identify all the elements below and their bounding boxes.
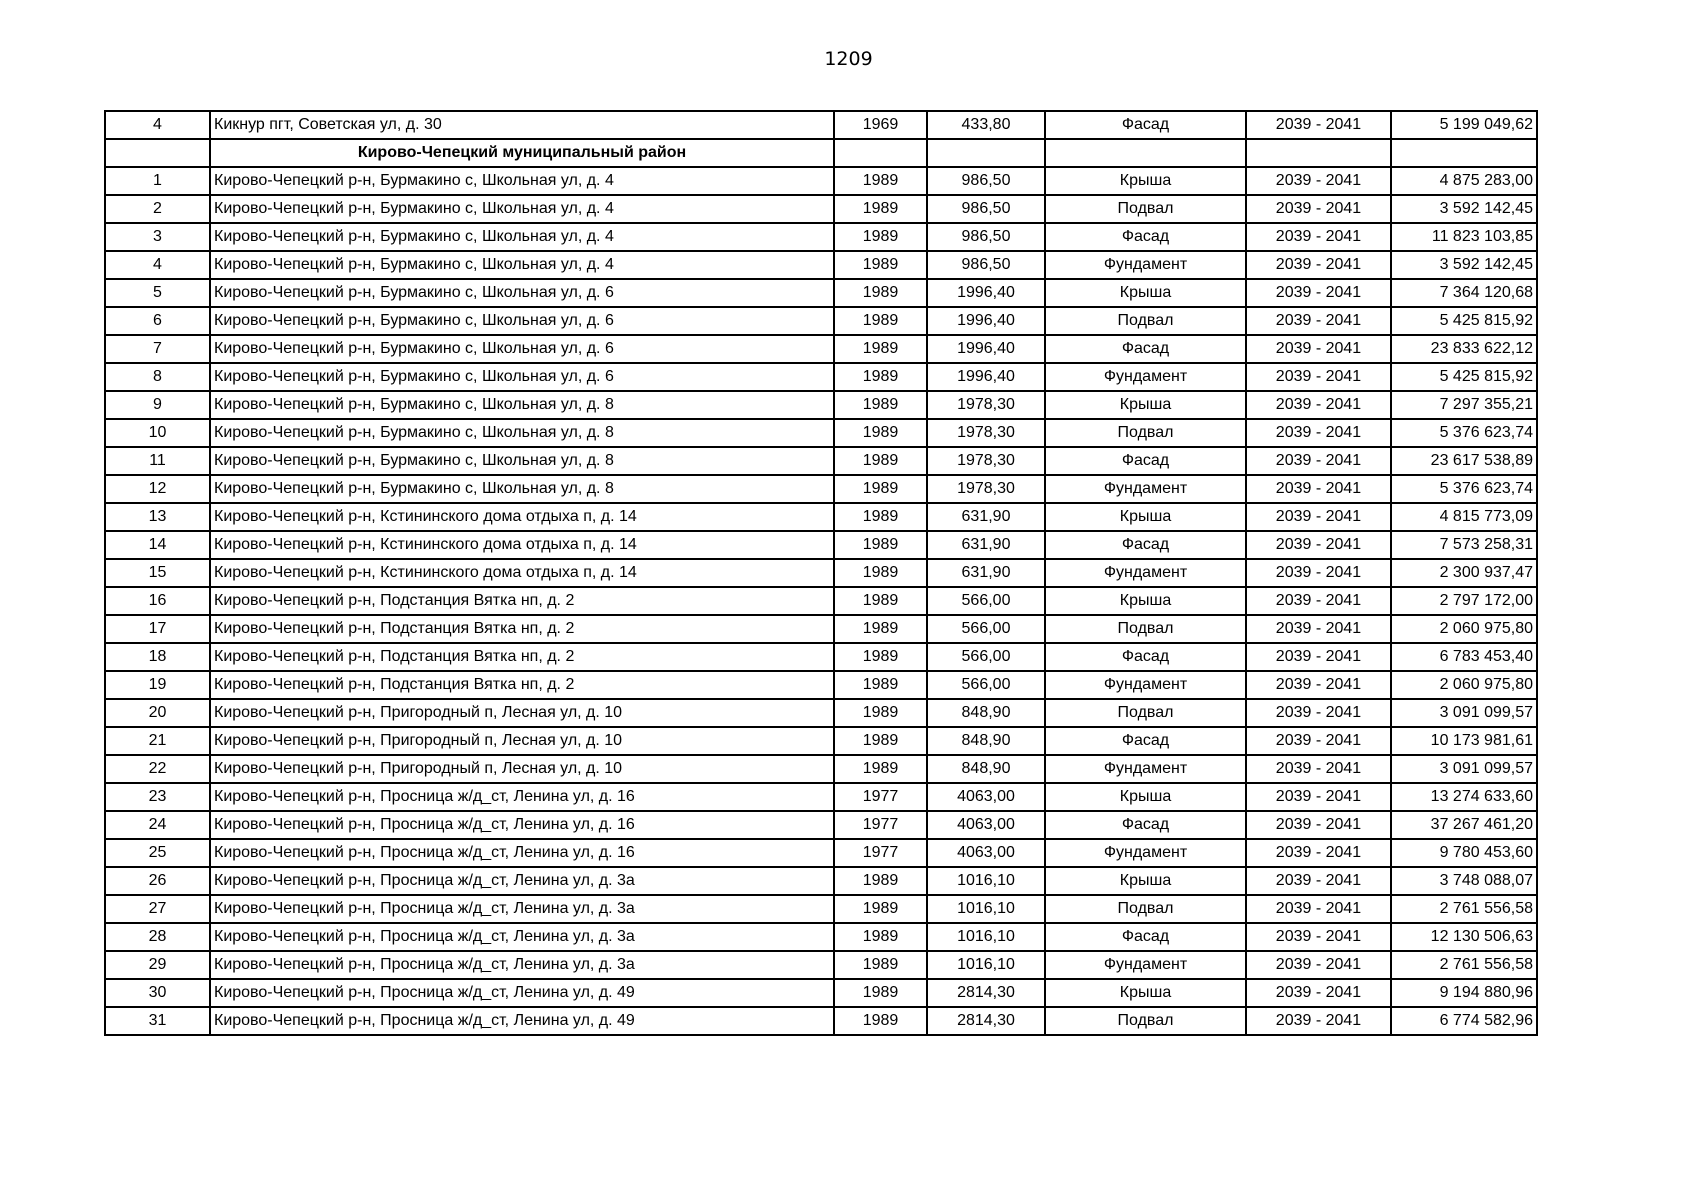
build-year-cell: 1989 [834, 447, 927, 475]
build-year-cell: 1989 [834, 1007, 927, 1035]
area-cell: 1996,40 [927, 363, 1045, 391]
address-cell: Кирово-Чепецкий р-н, Пригородный п, Лесная ул, д. 10 [210, 755, 834, 783]
work-type-cell: Подвал [1045, 895, 1246, 923]
build-year-cell: 1989 [834, 699, 927, 727]
build-year-cell: 1989 [834, 167, 927, 195]
cost-cell: 3 091 099,57 [1391, 755, 1537, 783]
table-row [105, 839, 1537, 867]
table-row [105, 643, 1537, 671]
build-year-cell: 1989 [834, 475, 927, 503]
table-row [105, 167, 1537, 195]
area-cell: 848,90 [927, 755, 1045, 783]
table-row [105, 923, 1537, 951]
repair-schedule-table [104, 110, 1538, 1036]
area-cell: 848,90 [927, 699, 1045, 727]
repair-period-cell: 2039 - 2041 [1246, 727, 1391, 755]
repair-period-cell: 2039 - 2041 [1246, 839, 1391, 867]
table-row [105, 111, 1537, 139]
address-cell: Кирово-Чепецкий р-н, Кстининского дома отдыха п, д. 14 [210, 531, 834, 559]
area-cell: 848,90 [927, 727, 1045, 755]
work-type-cell: Подвал [1045, 615, 1246, 643]
table-row [105, 391, 1537, 419]
address-cell: Кирово-Чепецкий р-н, Подстанция Вятка нп, д. 2 [210, 643, 834, 671]
cost-cell: 2 797 172,00 [1391, 587, 1537, 615]
build-year-cell: 1989 [834, 307, 927, 335]
work-type-cell: Фундамент [1045, 839, 1246, 867]
cost-cell: 3 592 142,45 [1391, 195, 1537, 223]
cost-cell: 7 297 355,21 [1391, 391, 1537, 419]
area-cell: 4063,00 [927, 811, 1045, 839]
build-year-cell: 1989 [834, 251, 927, 279]
address-cell: Кирово-Чепецкий р-н, Просница ж/д_ст, Ленина ул, д. 3а [210, 951, 834, 979]
table-body [105, 111, 1537, 1035]
cost-cell: 6 774 582,96 [1391, 1007, 1537, 1035]
area-cell: 631,90 [927, 531, 1045, 559]
cost-cell: 12 130 506,63 [1391, 923, 1537, 951]
build-year-cell: 1977 [834, 811, 927, 839]
cost-cell: 2 761 556,58 [1391, 951, 1537, 979]
cost-cell: 7 364 120,68 [1391, 279, 1537, 307]
row-number-cell: 17 [105, 615, 210, 643]
repair-period-cell: 2039 - 2041 [1246, 111, 1391, 139]
repair-period-cell: 2039 - 2041 [1246, 447, 1391, 475]
cost-cell: 3 091 099,57 [1391, 699, 1537, 727]
cost-cell: 2 060 975,80 [1391, 615, 1537, 643]
table-row [105, 811, 1537, 839]
repair-period-cell: 2039 - 2041 [1246, 559, 1391, 587]
work-type-cell: Крыша [1045, 391, 1246, 419]
repair-period-cell: 2039 - 2041 [1246, 923, 1391, 951]
area-cell: 566,00 [927, 615, 1045, 643]
area-cell: 4063,00 [927, 839, 1045, 867]
row-number-cell: 12 [105, 475, 210, 503]
area-cell: 1996,40 [927, 335, 1045, 363]
row-number-cell: 13 [105, 503, 210, 531]
row-number-cell: 9 [105, 391, 210, 419]
repair-period-cell: 2039 - 2041 [1246, 363, 1391, 391]
repair-period-cell: 2039 - 2041 [1246, 643, 1391, 671]
cost-cell [1391, 139, 1537, 167]
row-number-cell: 6 [105, 307, 210, 335]
work-type-cell: Фасад [1045, 727, 1246, 755]
repair-period-cell: 2039 - 2041 [1246, 167, 1391, 195]
build-year-cell: 1989 [834, 979, 927, 1007]
area-cell: 1978,30 [927, 419, 1045, 447]
row-number-cell: 4 [105, 251, 210, 279]
address-cell: Кирово-Чепецкий р-н, Просница ж/д_ст, Ленина ул, д. 49 [210, 1007, 834, 1035]
row-number-cell: 19 [105, 671, 210, 699]
build-year-cell: 1989 [834, 223, 927, 251]
work-type-cell: Фасад [1045, 223, 1246, 251]
row-number-cell: 26 [105, 867, 210, 895]
page-number: 1209 [824, 48, 873, 70]
address-cell: Кирово-Чепецкий р-н, Подстанция Вятка нп, д. 2 [210, 587, 834, 615]
table-row [105, 363, 1537, 391]
repair-period-cell: 2039 - 2041 [1246, 699, 1391, 727]
address-cell: Кирово-Чепецкий р-н, Бурмакино с, Школьная ул, д. 6 [210, 307, 834, 335]
cost-cell: 9 194 880,96 [1391, 979, 1537, 1007]
address-cell: Кирово-Чепецкий р-н, Бурмакино с, Школьная ул, д. 4 [210, 195, 834, 223]
cost-cell: 4 815 773,09 [1391, 503, 1537, 531]
row-number-cell: 5 [105, 279, 210, 307]
row-number-cell: 14 [105, 531, 210, 559]
row-number-cell: 3 [105, 223, 210, 251]
table-row [105, 615, 1537, 643]
table-row [105, 699, 1537, 727]
area-cell: 1978,30 [927, 447, 1045, 475]
area-cell: 1978,30 [927, 391, 1045, 419]
table-row [105, 419, 1537, 447]
address-cell: Кирово-Чепецкий р-н, Просница ж/д_ст, Ленина ул, д. 16 [210, 783, 834, 811]
work-type-cell: Фасад [1045, 335, 1246, 363]
work-type-cell: Подвал [1045, 1007, 1246, 1035]
repair-period-cell: 2039 - 2041 [1246, 503, 1391, 531]
table-row [105, 951, 1537, 979]
area-cell: 986,50 [927, 251, 1045, 279]
work-type-cell: Фасад [1045, 447, 1246, 475]
area-cell: 566,00 [927, 587, 1045, 615]
row-number-cell: 30 [105, 979, 210, 1007]
address-cell: Кирово-Чепецкий р-н, Бурмакино с, Школьная ул, д. 6 [210, 363, 834, 391]
repair-period-cell: 2039 - 2041 [1246, 615, 1391, 643]
area-cell: 1996,40 [927, 307, 1045, 335]
table-row [105, 279, 1537, 307]
table-row [105, 223, 1537, 251]
repair-period-cell: 2039 - 2041 [1246, 979, 1391, 1007]
area-cell: 631,90 [927, 503, 1045, 531]
address-cell: Кирово-Чепецкий р-н, Кстининского дома отдыха п, д. 14 [210, 503, 834, 531]
table-row [105, 671, 1537, 699]
address-cell: Кирово-Чепецкий р-н, Просница ж/д_ст, Ленина ул, д. 3а [210, 895, 834, 923]
work-type-cell: Фундамент [1045, 755, 1246, 783]
row-number-cell: 8 [105, 363, 210, 391]
build-year-cell: 1989 [834, 391, 927, 419]
work-type-cell: Фасад [1045, 111, 1246, 139]
address-cell: Кирово-Чепецкий р-н, Просница ж/д_ст, Ленина ул, д. 3а [210, 923, 834, 951]
work-type-cell: Фасад [1045, 923, 1246, 951]
build-year-cell: 1989 [834, 867, 927, 895]
work-type-cell: Подвал [1045, 307, 1246, 335]
repair-period-cell: 2039 - 2041 [1246, 867, 1391, 895]
table-row [105, 475, 1537, 503]
area-cell: 1016,10 [927, 923, 1045, 951]
row-number-cell: 7 [105, 335, 210, 363]
build-year-cell: 1989 [834, 195, 927, 223]
address-cell: Кирово-Чепецкий р-н, Просница ж/д_ст, Ленина ул, д. 16 [210, 839, 834, 867]
row-number-cell: 1 [105, 167, 210, 195]
repair-period-cell: 2039 - 2041 [1246, 279, 1391, 307]
repair-period-cell: 2039 - 2041 [1246, 391, 1391, 419]
work-type-cell: Фундамент [1045, 475, 1246, 503]
build-year-cell: 1989 [834, 587, 927, 615]
cost-cell: 5 376 623,74 [1391, 419, 1537, 447]
section-title: Кирово-Чепецкий муниципальный район [210, 139, 834, 167]
area-cell: 566,00 [927, 671, 1045, 699]
table-row [105, 727, 1537, 755]
row-number-cell: 2 [105, 195, 210, 223]
table-row [105, 1007, 1537, 1035]
cost-cell: 5 425 815,92 [1391, 363, 1537, 391]
area-cell: 631,90 [927, 559, 1045, 587]
cost-cell: 23 617 538,89 [1391, 447, 1537, 475]
work-type-cell: Фундамент [1045, 559, 1246, 587]
row-number-cell: 15 [105, 559, 210, 587]
area-cell: 986,50 [927, 195, 1045, 223]
work-type-cell: Подвал [1045, 419, 1246, 447]
row-number-cell: 22 [105, 755, 210, 783]
work-type-cell: Крыша [1045, 867, 1246, 895]
address-cell: Кирово-Чепецкий р-н, Пригородный п, Лесная ул, д. 10 [210, 699, 834, 727]
cost-cell: 7 573 258,31 [1391, 531, 1537, 559]
build-year-cell: 1989 [834, 615, 927, 643]
repair-period-cell: 2039 - 2041 [1246, 587, 1391, 615]
cost-cell: 10 173 981,61 [1391, 727, 1537, 755]
build-year-cell: 1989 [834, 363, 927, 391]
build-year-cell: 1989 [834, 559, 927, 587]
work-type-cell: Крыша [1045, 279, 1246, 307]
area-cell: 2814,30 [927, 979, 1045, 1007]
area-cell [927, 139, 1045, 167]
cost-cell: 2 761 556,58 [1391, 895, 1537, 923]
repair-period-cell: 2039 - 2041 [1246, 307, 1391, 335]
table-row [105, 979, 1537, 1007]
work-type-cell: Фасад [1045, 643, 1246, 671]
area-cell: 1996,40 [927, 279, 1045, 307]
cost-cell: 23 833 622,12 [1391, 335, 1537, 363]
row-number-cell: 31 [105, 1007, 210, 1035]
repair-period-cell: 2039 - 2041 [1246, 223, 1391, 251]
address-cell: Кирово-Чепецкий р-н, Бурмакино с, Школьная ул, д. 6 [210, 279, 834, 307]
build-year-cell: 1977 [834, 783, 927, 811]
row-number-cell: 10 [105, 419, 210, 447]
address-cell: Кирово-Чепецкий р-н, Кстининского дома отдыха п, д. 14 [210, 559, 834, 587]
cost-cell: 2 300 937,47 [1391, 559, 1537, 587]
row-number-cell: 27 [105, 895, 210, 923]
row-number-cell: 23 [105, 783, 210, 811]
area-cell: 566,00 [927, 643, 1045, 671]
build-year-cell: 1969 [834, 111, 927, 139]
row-number-cell: 16 [105, 587, 210, 615]
work-type-cell: Фундамент [1045, 363, 1246, 391]
row-number-cell: 21 [105, 727, 210, 755]
repair-period-cell: 2039 - 2041 [1246, 251, 1391, 279]
table-row [105, 447, 1537, 475]
repair-period-cell: 2039 - 2041 [1246, 811, 1391, 839]
build-year-cell: 1989 [834, 951, 927, 979]
cost-cell: 5 376 623,74 [1391, 475, 1537, 503]
address-cell: Кирово-Чепецкий р-н, Просница ж/д_ст, Ленина ул, д. 49 [210, 979, 834, 1007]
work-type-cell: Крыша [1045, 783, 1246, 811]
address-cell: Кирово-Чепецкий р-н, Бурмакино с, Школьная ул, д. 4 [210, 251, 834, 279]
area-cell: 1016,10 [927, 895, 1045, 923]
build-year-cell [834, 139, 927, 167]
repair-period-cell [1246, 139, 1391, 167]
build-year-cell: 1989 [834, 643, 927, 671]
cost-cell: 3 592 142,45 [1391, 251, 1537, 279]
work-type-cell [1045, 139, 1246, 167]
row-number-cell: 24 [105, 811, 210, 839]
area-cell: 1016,10 [927, 951, 1045, 979]
build-year-cell: 1989 [834, 755, 927, 783]
cost-cell: 6 783 453,40 [1391, 643, 1537, 671]
work-type-cell: Крыша [1045, 587, 1246, 615]
repair-period-cell: 2039 - 2041 [1246, 475, 1391, 503]
table-row [105, 755, 1537, 783]
build-year-cell: 1977 [834, 839, 927, 867]
cost-cell: 3 748 088,07 [1391, 867, 1537, 895]
area-cell: 986,50 [927, 223, 1045, 251]
table-row [105, 559, 1537, 587]
row-number-cell: 4 [105, 111, 210, 139]
address-cell: Кирово-Чепецкий р-н, Бурмакино с, Школьная ул, д. 8 [210, 419, 834, 447]
table-row [105, 895, 1537, 923]
area-cell: 4063,00 [927, 783, 1045, 811]
area-cell: 1016,10 [927, 867, 1045, 895]
work-type-cell: Подвал [1045, 699, 1246, 727]
row-number-cell [105, 139, 210, 167]
table-row [105, 503, 1537, 531]
build-year-cell: 1989 [834, 727, 927, 755]
table-row [105, 251, 1537, 279]
row-number-cell: 28 [105, 923, 210, 951]
repair-period-cell: 2039 - 2041 [1246, 335, 1391, 363]
address-cell: Кирово-Чепецкий р-н, Бурмакино с, Школьная ул, д. 8 [210, 447, 834, 475]
cost-cell: 5 199 049,62 [1391, 111, 1537, 139]
table-row [105, 195, 1537, 223]
address-cell: Кирово-Чепецкий р-н, Просница ж/д_ст, Ленина ул, д. 16 [210, 811, 834, 839]
repair-period-cell: 2039 - 2041 [1246, 951, 1391, 979]
build-year-cell: 1989 [834, 895, 927, 923]
row-number-cell: 20 [105, 699, 210, 727]
work-type-cell: Крыша [1045, 979, 1246, 1007]
cost-cell: 37 267 461,20 [1391, 811, 1537, 839]
address-cell: Кирово-Чепецкий р-н, Просница ж/д_ст, Ленина ул, д. 3а [210, 867, 834, 895]
table-row [105, 867, 1537, 895]
cost-cell: 2 060 975,80 [1391, 671, 1537, 699]
work-type-cell: Фундамент [1045, 671, 1246, 699]
address-cell: Кирово-Чепецкий р-н, Бурмакино с, Школьная ул, д. 4 [210, 167, 834, 195]
cost-cell: 4 875 283,00 [1391, 167, 1537, 195]
cost-cell: 5 425 815,92 [1391, 307, 1537, 335]
row-number-cell: 29 [105, 951, 210, 979]
build-year-cell: 1989 [834, 279, 927, 307]
area-cell: 2814,30 [927, 1007, 1045, 1035]
cost-cell: 9 780 453,60 [1391, 839, 1537, 867]
work-type-cell: Подвал [1045, 195, 1246, 223]
repair-period-cell: 2039 - 2041 [1246, 1007, 1391, 1035]
table-row [105, 783, 1537, 811]
table-row [105, 531, 1537, 559]
row-number-cell: 11 [105, 447, 210, 475]
table-row [105, 307, 1537, 335]
build-year-cell: 1989 [834, 671, 927, 699]
work-type-cell: Фасад [1045, 531, 1246, 559]
area-cell: 433,80 [927, 111, 1045, 139]
address-cell: Кирово-Чепецкий р-н, Подстанция Вятка нп, д. 2 [210, 671, 834, 699]
work-type-cell: Крыша [1045, 503, 1246, 531]
repair-period-cell: 2039 - 2041 [1246, 195, 1391, 223]
build-year-cell: 1989 [834, 419, 927, 447]
area-cell: 1978,30 [927, 475, 1045, 503]
address-cell: Кирово-Чепецкий р-н, Бурмакино с, Школьная ул, д. 8 [210, 475, 834, 503]
repair-period-cell: 2039 - 2041 [1246, 531, 1391, 559]
row-number-cell: 25 [105, 839, 210, 867]
address-cell: Кирово-Чепецкий р-н, Пригородный п, Лесная ул, д. 10 [210, 727, 834, 755]
repair-period-cell: 2039 - 2041 [1246, 755, 1391, 783]
work-type-cell: Фундамент [1045, 251, 1246, 279]
repair-period-cell: 2039 - 2041 [1246, 895, 1391, 923]
section-header-row [105, 139, 1537, 167]
build-year-cell: 1989 [834, 923, 927, 951]
repair-period-cell: 2039 - 2041 [1246, 783, 1391, 811]
cost-cell: 13 274 633,60 [1391, 783, 1537, 811]
row-number-cell: 18 [105, 643, 210, 671]
work-type-cell: Фасад [1045, 811, 1246, 839]
repair-period-cell: 2039 - 2041 [1246, 671, 1391, 699]
work-type-cell: Фундамент [1045, 951, 1246, 979]
address-cell: Кирово-Чепецкий р-н, Подстанция Вятка нп, д. 2 [210, 615, 834, 643]
repair-period-cell: 2039 - 2041 [1246, 419, 1391, 447]
address-cell: Кирово-Чепецкий р-н, Бурмакино с, Школьная ул, д. 4 [210, 223, 834, 251]
address-cell: Кикнур пгт, Советская ул, д. 30 [210, 111, 834, 139]
table-row [105, 335, 1537, 363]
work-type-cell: Крыша [1045, 167, 1246, 195]
build-year-cell: 1989 [834, 531, 927, 559]
address-cell: Кирово-Чепецкий р-н, Бурмакино с, Школьная ул, д. 8 [210, 391, 834, 419]
build-year-cell: 1989 [834, 503, 927, 531]
build-year-cell: 1989 [834, 335, 927, 363]
table-row [105, 587, 1537, 615]
address-cell: Кирово-Чепецкий р-н, Бурмакино с, Школьная ул, д. 6 [210, 335, 834, 363]
cost-cell: 11 823 103,85 [1391, 223, 1537, 251]
area-cell: 986,50 [927, 167, 1045, 195]
